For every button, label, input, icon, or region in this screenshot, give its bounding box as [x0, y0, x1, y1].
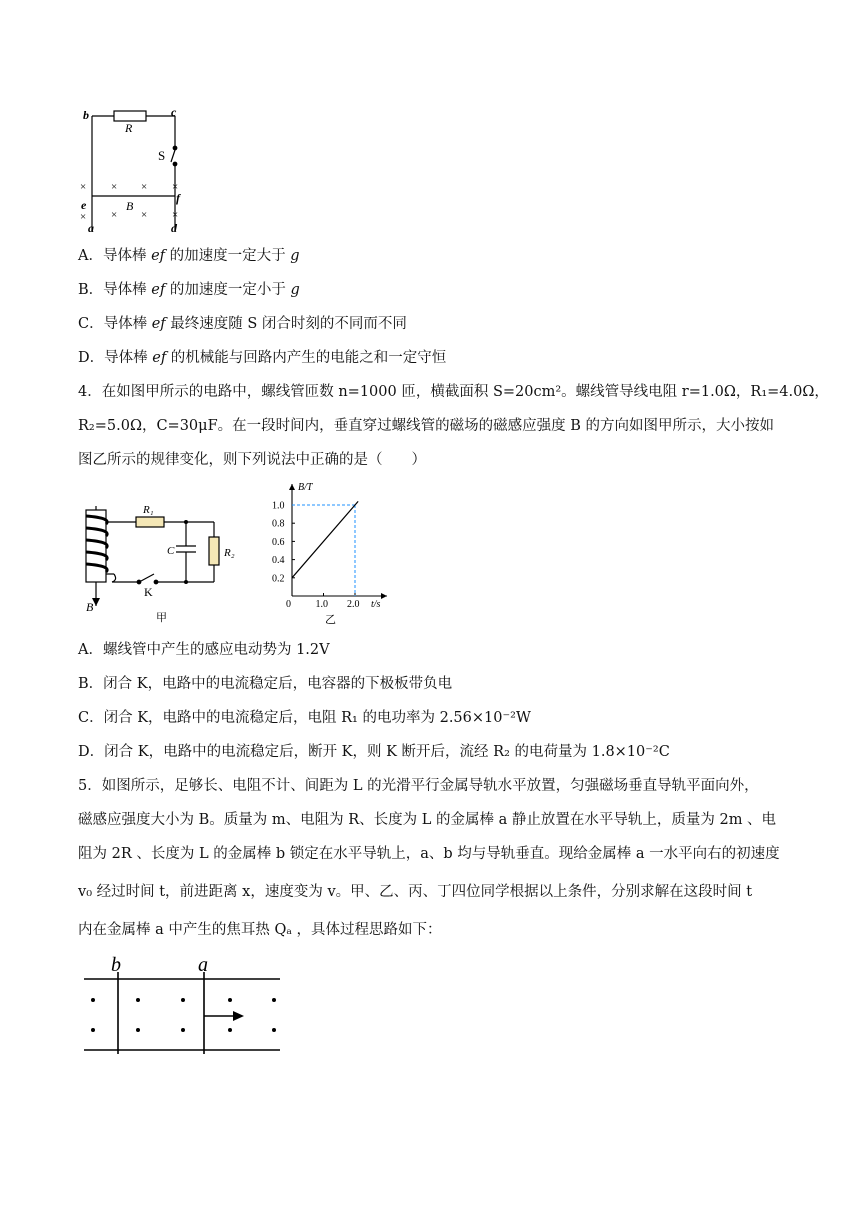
svg-text:×: × — [80, 211, 87, 223]
label-b-field: B — [86, 600, 94, 614]
y-tick-label: 0.6 — [272, 536, 285, 548]
y-tick-label: 0.4 — [272, 555, 285, 567]
q3-option-a: A．导体棒 ef 的加速度一定大于 g — [78, 248, 300, 264]
svg-text:×: × — [111, 181, 118, 193]
label-k: K — [144, 585, 153, 599]
q3-option-b: B．导体棒 ef 的加速度一定小于 g — [78, 282, 300, 298]
q4-option-d: D．闭合 K，电路中的电流稳定后，断开 K，则 K 断开后，流经 R₂ 的电荷量为 1.8×10⁻²C — [78, 744, 670, 760]
svg-text:×: × — [172, 209, 179, 221]
figure-jia-solenoid-circuit — [74, 500, 244, 625]
x-tick-label: 2.0 — [347, 599, 360, 610]
q4-stem-line-1: 4．在如图甲所示的电路中，螺线管匝数 n=1000 匝，横截面积 S=20cm²。螺线管导线电阻 r=1.0Ω，R₁=4.0Ω， — [78, 384, 829, 400]
label-r: R — [125, 121, 133, 135]
label-r2: R₂ — [224, 547, 235, 559]
q5-stem-line-1: 5．如图所示，足够长、电阻不计、间距为 L 的光滑平行金属导轨水平放置，匀强磁场垂直导轨平面向外， — [78, 778, 759, 794]
label-f: f — [176, 191, 180, 205]
label-r1: R₁ — [143, 504, 154, 516]
q3-option-c: C．导体棒 ef 最终速度随 S 闭合时刻的不同而不同 — [78, 316, 407, 332]
svg-text:×: × — [141, 209, 148, 221]
x-tick-label: 1.0 — [315, 599, 328, 610]
label-rod-a: a — [198, 954, 208, 976]
y-tick-label: 1.0 — [272, 500, 285, 512]
q5-stem-line-2: 磁感应强度大小为 B。质量为 m、电阻为 R、长度为 L 的金属棒 a 静止放置在水平导轨上，质量为 2m 、电 — [78, 812, 777, 828]
q4-stem-line-2: R₂=5.0Ω，C=30μF。在一段时间内，垂直穿过螺线管的磁场的磁感应强度 B 的方向如图甲所示，大小按如 — [78, 418, 775, 434]
origin-label: 0 — [286, 599, 291, 610]
label-field-b: B — [126, 199, 134, 213]
q4-option-b: B．闭合 K，电路中的电流稳定后，电容器的下极板带负电 — [78, 676, 453, 692]
x-axis-arrow — [381, 593, 387, 599]
x-axis-label: t/s — [371, 599, 381, 610]
velocity-arrow — [233, 1011, 244, 1021]
y-tick-label: 0.8 — [272, 518, 285, 530]
label-e: e — [81, 198, 87, 212]
q4-stem-line-3: 图乙所示的规律变化，则下列说法中正确的是（ ） — [78, 452, 426, 468]
label-d: d — [171, 221, 177, 235]
svg-text:×: × — [111, 209, 118, 221]
svg-text:×: × — [141, 181, 148, 193]
q5-stem-line-3: 阻为 2R 、长度为 L 的金属棒 b 锁定在水平导轨上，a、b 均与导轨垂直。现给金属棒 a 一水平向右的初速度 — [78, 846, 780, 862]
label-rod-b: b — [111, 954, 121, 976]
label-a: a — [88, 221, 94, 235]
figure-rod-circuit — [78, 104, 198, 236]
label-c-capacitor: C — [167, 545, 175, 557]
svg-text:×: × — [80, 181, 87, 193]
b-t-series-line — [292, 501, 358, 577]
q5-stem-line-5: 内在金属棒 a 中产生的焦耳热 Qₐ ，具体过程思路如下： — [78, 922, 442, 938]
caption-jia: 甲 — [156, 612, 167, 624]
figure-rails-rods — [80, 950, 285, 1060]
q5-stem-line-4: v₀ 经过时间 t，前进距离 x，速度变为 v。甲、乙、丙、丁四位同学根据以上条件，分别求解在这段时间 t — [78, 884, 753, 900]
caption-yi: 乙 — [325, 614, 336, 626]
q4-option-a: A．螺线管中产生的感应电动势为 1.2V — [78, 642, 330, 658]
y-tick-label: 0.2 — [272, 573, 285, 585]
svg-text:×: × — [172, 181, 179, 193]
y-axis-label: B/T — [298, 482, 313, 493]
figure-yi-b-t-graph — [272, 478, 402, 626]
y-axis-arrow — [289, 484, 295, 490]
label-s: S — [158, 148, 166, 163]
label-b: b — [83, 108, 89, 122]
q4-option-c: C．闭合 K，电路中的电流稳定后，电阻 R₁ 的电功率为 2.56×10⁻²W — [78, 710, 531, 726]
label-c: c — [171, 105, 177, 119]
q3-option-d: D．导体棒 ef 的机械能与回路内产生的电能之和一定守恒 — [78, 350, 447, 366]
